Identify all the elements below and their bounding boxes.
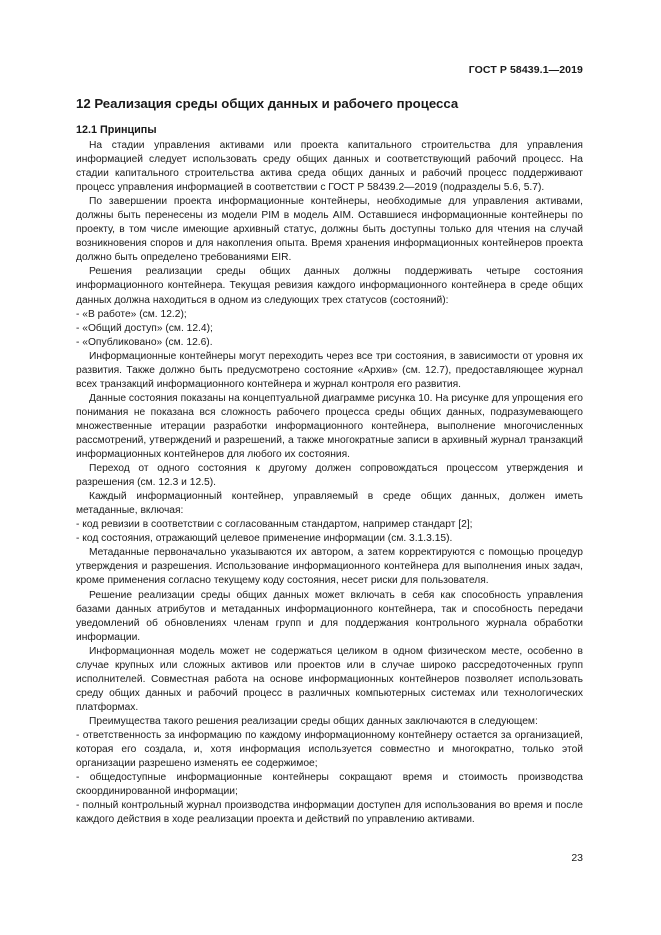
paragraph: Информационная модель может не содержаться целиком в одном физическом месте, особенно в случае крупных или сложных активов или проектов или в случае широко рассредоточенных групп исполнителей. Совместная работа на основе информационных контейнеров позволяет использовать среду общих данных и рабочий процесс в различных компьютерных системах или технологических платформах. <box>76 645 583 713</box>
paragraph: Данные состояния показаны на концептуальной диаграмме рисунка 10. На рисунке для упрощения его понимания не показана вся сложность рабочего процесса среды общих данных, подразумевающего множественные итерации разработки информационного контейнера, выполнение многочисленных рассмотрений, утверждений и разрешений, а также многократные записи в архивный журнал транзакций информационных контейнеров для любого их состояния. <box>76 392 583 461</box>
paragraph: Метаданные первоначально указываются их автором, а затем корректируются с помощью процедур утверждения и разрешения. Использование информационного контейнера для выполнения иных задач, кроме применения согласно текущему коду состояния, несет риски для пользователя. <box>76 547 583 587</box>
list-item: - полный контрольный журнал производства информации доступен для использования во время и после каждого действия в ходе реализации проекта и действий по управлению активами. <box>76 800 583 826</box>
paragraph: Решение реализации среды общих данных может включать в себя как способность управления базами данных атрибутов и метаданных информационного контейнера, так и способность передачи уведомлений об обновлениях членам групп и для поддержания контрольного журнала обработки информации. <box>76 589 583 643</box>
list-item: - код состояния, отражающий целевое применение информации (см. 3.1.3.15). <box>76 533 453 545</box>
paragraph: Переход от одного состояния к другому должен сопровождаться процессом утверждения и разрешения (см. 12.3 и 12.5). <box>76 463 583 489</box>
body-text <box>76 139 583 827</box>
paragraph: Преимущества такого решения реализации среды общих данных заключаются в следующем: <box>89 715 538 727</box>
paragraph: Каждый информационный контейнер, управляемый в среде общих данных, должен иметь метаданные, включая: <box>76 491 583 517</box>
paragraph: На стадии управления активами или проекта капитального строительства для управления информацией следует использовать среду общих данных и соответствующий рабочий процесс. На стадии капитального строительства актива среда общих данных и рабочий процесс поддерживают процесс управления информацией в соответствии с ГОСТ Р 58439.2—2019 (подразделы 5.6, 5.7). <box>76 140 583 194</box>
section-heading: 12 Реализация среды общих данных и рабочего процесса <box>76 96 459 111</box>
list-item: - «Общий доступ» (см. 12.4); <box>76 322 213 334</box>
list-item: - общедоступные информационные контейнеры сокращают время и стоимость производства скоординированной информации; <box>76 772 583 798</box>
subsection-heading: 12.1 Принципы <box>76 124 157 136</box>
paragraph: Информационные контейнеры могут переходить через все три состояния, в зависимости от уровня их развития. Также должно быть предусмотрено состояние «Архив» (см. 12.7), предоставляющее журнал всех транзакций информационного контейнера и журнал контроля его развития. <box>76 350 583 390</box>
standard-designation: ГОСТ Р 58439.1—2019 <box>468 64 583 76</box>
page-number: 23 <box>571 852 583 864</box>
list-item: - «В работе» (см. 12.2); <box>76 308 187 320</box>
paragraph: По завершении проекта информационные контейнеры, необходимые для управления активами, должны быть перенесены из модели PIM в модель AIM. Оставшиеся информационные контейнеры по проекту, в том числе имеющие архивный статус, должны быть доступны только для чтения на случай возникновения споров и для накопления опыта. Время хранения информационных контейнеров проекта должно быть определено требованиями EIR. <box>76 196 583 264</box>
list-item: - «Опубликовано» (см. 12.6). <box>76 336 213 348</box>
paragraph: Решения реализации среды общих данных должны поддерживать четыре состояния информационного контейнера. Текущая ревизия каждого информационного контейнера в среде общих данных должна находиться в одном из следующих трех статусов (состояний): <box>76 266 583 306</box>
list-item: - ответственность за информацию по каждому информационному контейнеру остается за организацией, которая его создала, и, хотя информация используется совместно и многократно, только этой организации разрешено изменять ее содержимое; <box>76 729 583 770</box>
list-item: - код ревизии в соответствии с согласованным стандартом, например стандарт [2]; <box>76 519 473 531</box>
